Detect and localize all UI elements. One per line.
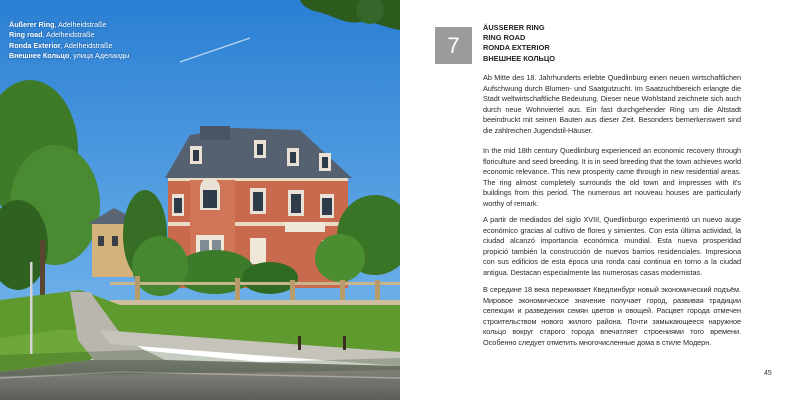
chapter-headings [483, 23, 555, 64]
paragraph-russian: В середине 18 века переживает Кведлинбург новый экономический подъём. Мировое экономическое значение получает город, развивая традиции селекции и разведения семян цветов и овощей. Расцвет города отмечен строительством нового жилого района. Почти замыкающееся наружное кольцо вокруг старого города впечатляет строениями того времени. Особенно следует отметить многочисленные дома в стиле Модерн. [483, 285, 741, 347]
caption-line-ru: Внешнее Кольцо, улица Аделаиды [9, 51, 130, 61]
caption-line-es: Ronda Exterior, Adelheidstraße [9, 40, 113, 50]
heading-ru: ВНЕШНЕЕ КОЛЬЦО [483, 53, 556, 63]
heading-es: RONDA EXTERIOR [483, 43, 550, 53]
paragraph-english: In the mid 18th century Quedlinburg experienced an economic recovery through floriculture and seed breeding. It is in seed breeding that the town achieves world economic relevance. This new prosperity came through in new residential areas. The ring almost completely surrounds the old town and impresses with it's buildings from this period. The numerous art nouveau houses are particularly worthy of remark. [483, 146, 741, 208]
caption-line-de: Äußerer Ring, Adelheidstraße [9, 20, 107, 29]
chapter-number-box [435, 27, 472, 64]
caption-line-en: Ring road, Adelheidstraße [9, 30, 95, 40]
heading-en: RING ROAD [483, 33, 526, 43]
photo-caption [9, 20, 129, 62]
paragraph-german: Ab Mitte des 18. Jahrhunderts erlebte Quedlinburg einen neuen wirtschaftlichen Aufschwung durch Blumen- und Saatgutzucht. Im Saatzuchtbereich erlangte die Stadt weltwirtschaftliche Bedeutung. Dieser neue Wohlstand zeichnete sich auch durch neue Wohnviertel aus. Ein fast durchgehender Ring um die Altstadt beeindruckt mit seinen Bauten aus dieser Zeit. Besonders bemerkenswert sind die zahlreichen Jugendstil-Häuser. [483, 73, 741, 135]
heading-de: ÄUSSERER RING [483, 23, 545, 32]
chapter-number: 7 [447, 33, 460, 58]
page-number: 45 [764, 370, 772, 377]
paragraph-spanish: A partir de mediados del siglo XVIII, Quedlinburgo experimentó un nuevo auge económico gracias al cultivo de flores y simientes. Con esta última actividad, la ciudad alcanzó importancia económica mundial. Esta nueva prosperidad propició también la construcción de nuevos barrios residenciales. Impresiona con sus edificios de esta época una ronda casi continua en torno a la ciudad antigua. Destacan especialmente las numerosas casas modernistas. [483, 215, 741, 277]
